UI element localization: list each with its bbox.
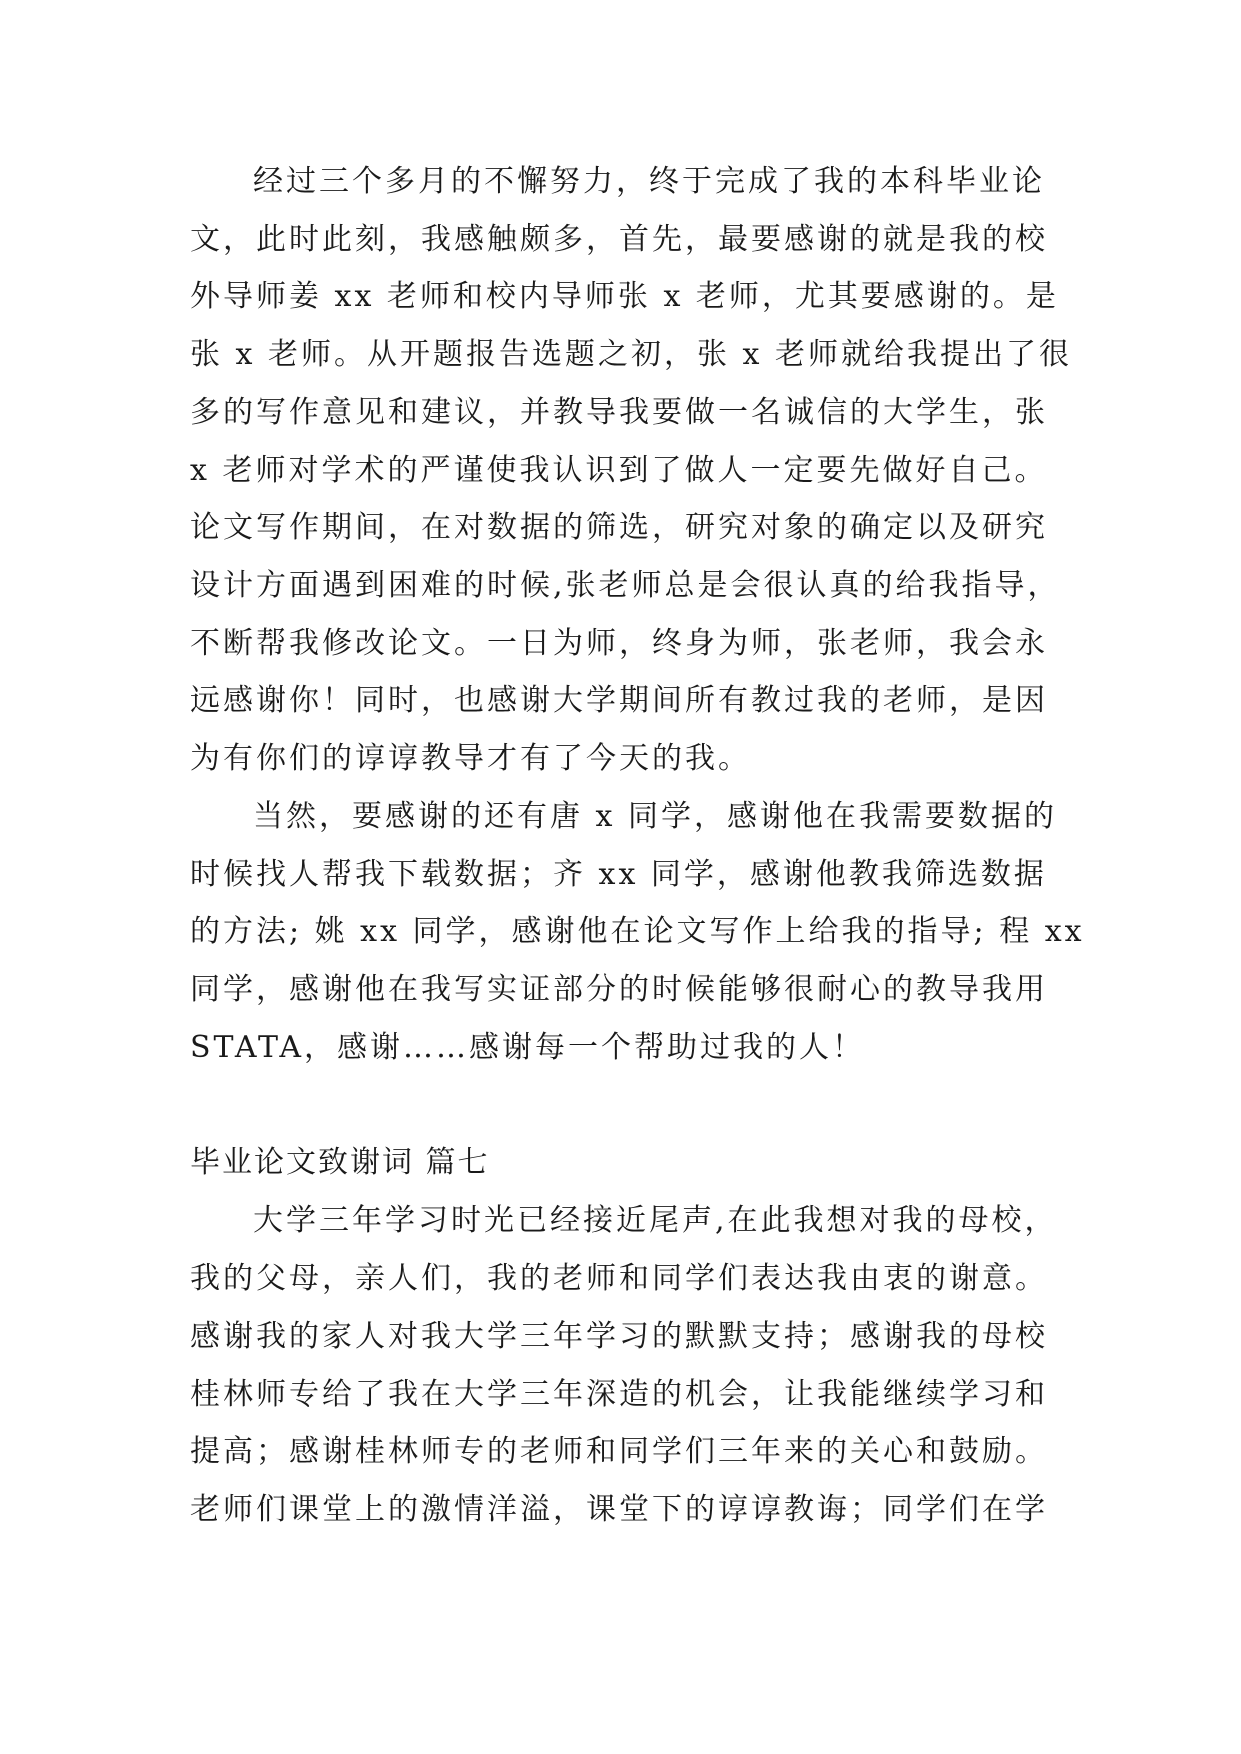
paragraph-2-line-3: 的方法; 姚 xx 同学，感谢他在论文写作上给我的指导; 程 xx [190, 914, 1085, 949]
paragraph-1-line-7: 论文写作期间，在对数据的筛选，研究对象的确定以及研究 [190, 510, 1048, 545]
paragraph-1-line-4: 张 x 老师。从开题报告选题之初，张 x 老师就给我提出了很 [190, 337, 1072, 372]
paragraph-2-line-5: STATA，感谢……感谢每一个帮助过我的人！ [190, 1030, 865, 1065]
paragraph-3-line-5: 提高；感谢桂林师专的老师和同学们三年来的关心和鼓励。 [190, 1434, 1048, 1469]
paragraph-3-line-6: 老师们课堂上的激情洋溢，课堂下的谆谆教诲；同学们在学 [190, 1492, 1048, 1527]
paragraph-2-line-1: 当然，要感谢的还有唐 x 同学，感谢他在我需要数据的 [253, 799, 1057, 834]
paragraph-3-line-4: 桂林师专给了我在大学三年深造的机会，让我能继续学习和 [190, 1377, 1048, 1412]
paragraph-3-line-3: 感谢我的家人对我大学三年学习的默默支持；感谢我的母校 [190, 1319, 1048, 1354]
paragraph-1-line-11: 为有你们的谆谆教导才有了今天的我。 [190, 741, 751, 776]
paragraph-1-line-8: 设计方面遇到困难的时候,张老师总是会很认真的给我指导， [190, 568, 1061, 603]
paragraph-1-line-2: 文，此时此刻，我感触颇多，首先，最要感谢的就是我的校 [190, 222, 1048, 257]
paragraph-1-line-1: 经过三个多月的不懈努力，终于完成了我的本科毕业论 [253, 164, 1045, 199]
paragraph-1-line-6: x 老师对学术的严谨使我认识到了做人一定要先做好自己。 [190, 453, 1048, 488]
paragraph-3-line-1: 大学三年学习时光已经接近尾声,在此我想对我的母校， [253, 1203, 1058, 1238]
paragraph-1-line-5: 多的写作意见和建议，并教导我要做一名诚信的大学生，张 [190, 395, 1048, 430]
paragraph-1-line-3: 外导师姜 xx 老师和校内导师张 x 老师，尤其要感谢的。是 [190, 279, 1059, 314]
paragraph-2-line-4: 同学，感谢他在我写实证部分的时候能够很耐心的教导我用 [190, 972, 1048, 1007]
section-heading: 毕业论文致谢词 篇七 [190, 1145, 490, 1180]
paragraph-1-line-10: 远感谢你！同时，也感谢大学期间所有教过我的老师，是因 [190, 683, 1048, 718]
paragraph-1-line-9: 不断帮我修改论文。一日为师，终身为师，张老师，我会永 [190, 626, 1048, 661]
paragraph-3-line-2: 我的父母，亲人们，我的老师和同学们表达我由衷的谢意。 [190, 1261, 1048, 1296]
paragraph-2-line-2: 时候找人帮我下载数据；齐 xx 同学，感谢他教我筛选数据 [190, 857, 1047, 892]
